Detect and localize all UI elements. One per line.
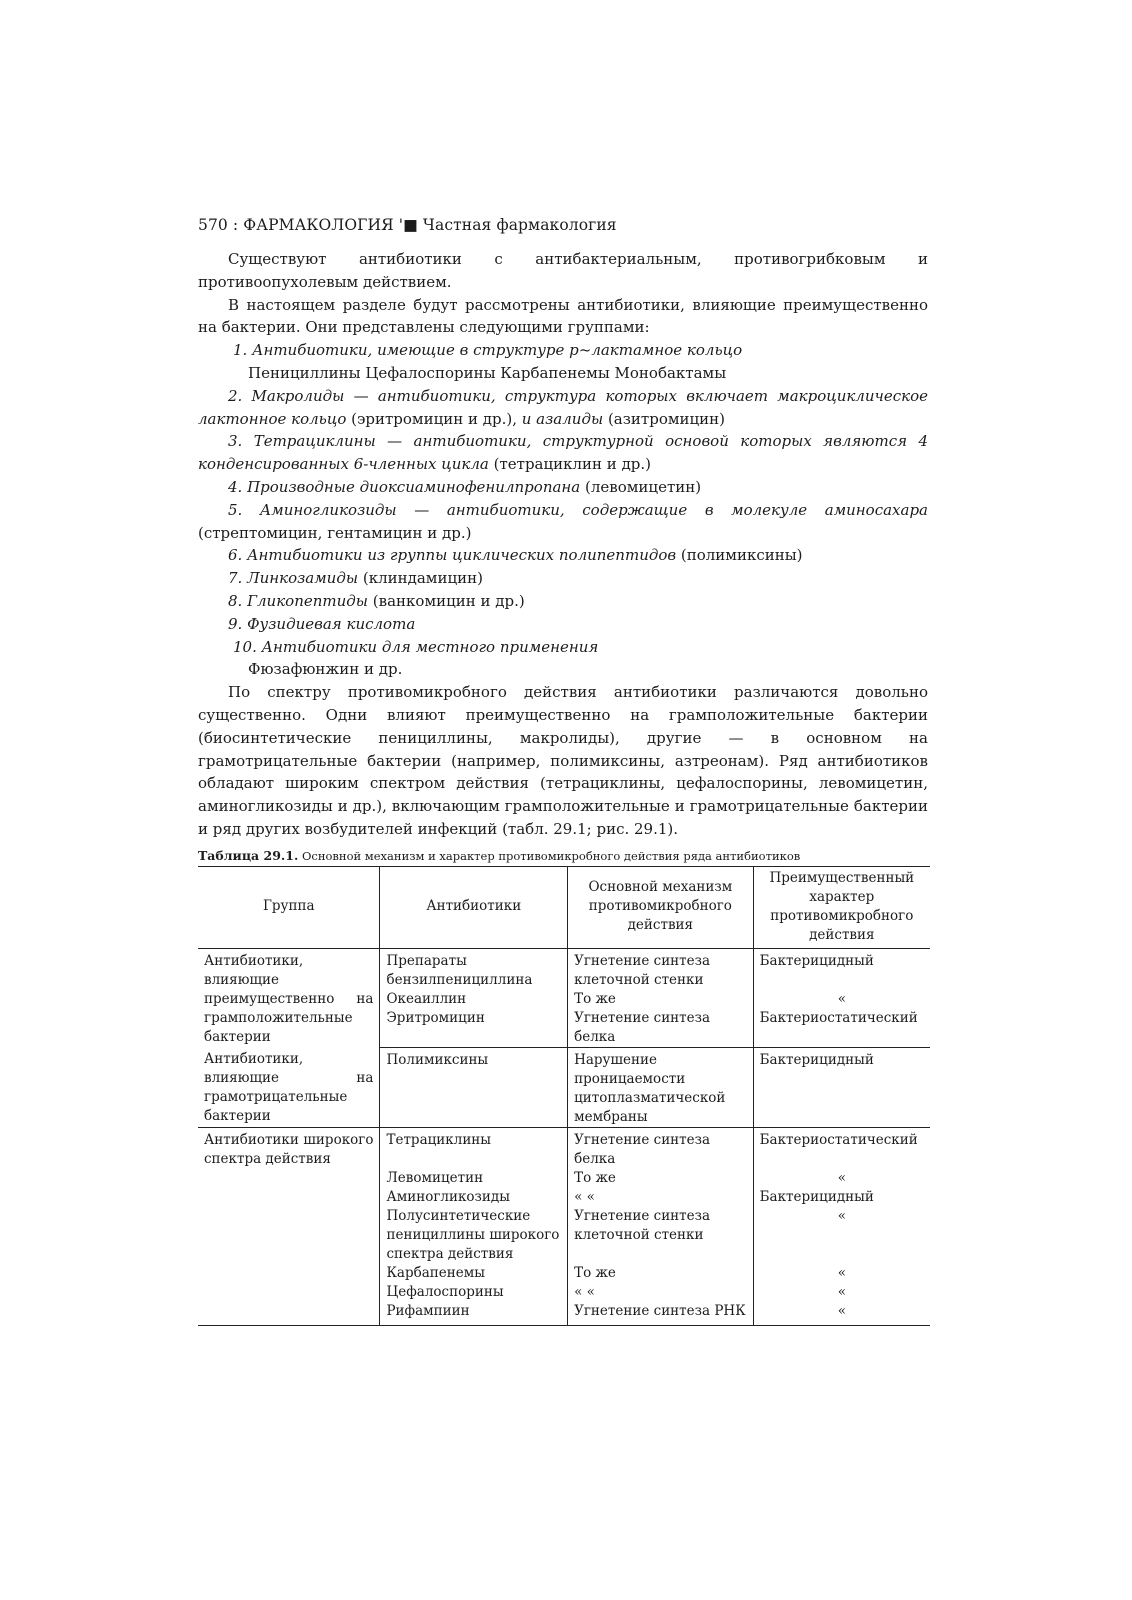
action-cell: « bbox=[753, 1169, 930, 1188]
header-action: Преимущественный характер противомикробного действия bbox=[753, 866, 930, 948]
group-item-6: 6. Антибиотики из группы циклических полипептидов (полимиксины) bbox=[228, 546, 803, 565]
action-cell: Бактериостатический bbox=[753, 1009, 930, 1048]
group-item-1-subtypes: Пенициллины Цефалоспорины Карбапенемы Монобактамы bbox=[248, 363, 727, 382]
drug-cell: Рифампиин bbox=[380, 1302, 568, 1326]
paragraph-spectrum: По спектру противомикробного действия антибиотики различаются довольно существенно. Одни влияют преимущественно на грамположительные бактерии (биосинтетические пенициллины, макролиды), другие — в основном на грамотрицательные бактерии (например, полимиксины, азтреонам). Ряд антибиотиков обладают широким спектром действия (тетрациклины, цефалоспорины, левомицетин, аминогликозиды и др.), включающим грамположительные и грамотрицательные бактерии и ряд других возбудителей инфекций (табл. 29.1; рис. 29.1). bbox=[198, 683, 928, 838]
drug-cell: Океаиллин bbox=[380, 990, 568, 1009]
paragraph-groups-intro: В настоящем разделе будут рассмотрены антибиотики, влияющие преимущественно на бактерии. Они представлены следующими группами: bbox=[198, 295, 928, 337]
group-item-10-example: Фюзафюнжин и др. bbox=[248, 660, 403, 679]
mechanism-cell: Угнетение синтеза РНК bbox=[568, 1302, 754, 1326]
table-row bbox=[198, 1047, 930, 1127]
table-caption-label: Таблица 29.1. bbox=[198, 847, 299, 863]
drug-cell: Левомицетин bbox=[380, 1169, 568, 1188]
group-item-8: 8. Гликопептиды (ванкомицин и др.) bbox=[228, 591, 525, 610]
page-header: 570 : ФАРМАКОЛОГИЯ '■ Частная фармакология bbox=[198, 216, 617, 234]
action-cell: « bbox=[753, 1264, 930, 1283]
group-cell: Антибиотики широкого спектра действия bbox=[198, 1127, 380, 1325]
mechanism-cell: То же bbox=[568, 1264, 754, 1283]
drug-cell: Полусинтетические пенициллины широкого спектра действия bbox=[380, 1207, 568, 1264]
mechanism-cell: Угнетение синтеза белка bbox=[568, 1009, 754, 1048]
table-caption-text: Основной механизм и характер противомикробного действия ряда антибиотиков bbox=[298, 848, 801, 863]
group-item-5: 5. Аминогликозиды — антибиотики, содержащие в молекуле аминосахара (стрептомицин, гентамицин и др.) bbox=[198, 500, 928, 542]
group-item-7: 7. Линкозамиды (клиндамицин) bbox=[228, 569, 483, 588]
mechanism-cell: Угнетение синтеза белка bbox=[568, 1127, 754, 1169]
drug-cell: Аминогликозиды bbox=[380, 1188, 568, 1207]
group-item-2: 2. Макролиды — антибиотики, структура которых включает макроциклическое лактонное кольцо (эритромицин и др.), и азалиды (азитромицин) bbox=[198, 386, 928, 428]
group-item-1: 1. Антибиотики, имеющие в структуре р~лактамное кольцо bbox=[233, 341, 743, 360]
table-row bbox=[198, 948, 930, 990]
header-mechanism: Основной механизм противомикробного действия bbox=[568, 866, 754, 948]
group-item-3: 3. Тетрациклины — антибиотики, структурной основой которых являются 4 конденсированных 6-членных цикла (тетрациклин и др.) bbox=[198, 432, 928, 474]
group-item-9: 9. Фузидиевая кислота bbox=[228, 614, 416, 633]
drug-cell: Эритромицин bbox=[380, 1009, 568, 1048]
drug-cell: Тетрациклины bbox=[380, 1127, 568, 1169]
drug-cell: Полимиксины bbox=[380, 1047, 568, 1127]
table-caption bbox=[198, 848, 928, 863]
drug-cell: Препараты бензилпенициллина bbox=[380, 948, 568, 990]
body-text bbox=[198, 248, 928, 841]
mechanism-cell: То же bbox=[568, 990, 754, 1009]
mechanism-cell: То же bbox=[568, 1169, 754, 1188]
action-cell: « bbox=[753, 1283, 930, 1302]
mechanism-cell: Угнетение синтеза клеточной стенки bbox=[568, 948, 754, 990]
action-cell: Бактерицидный bbox=[753, 1047, 930, 1127]
action-cell: Бактериостатический bbox=[753, 1127, 930, 1169]
header-group: Группа bbox=[198, 866, 380, 948]
group-item-10: 10. Антибиотики для местного применения bbox=[233, 637, 599, 656]
drug-cell: Карбапенемы bbox=[380, 1264, 568, 1283]
mechanism-cell: « « bbox=[568, 1188, 754, 1207]
mechanism-cell: Угнетение синтеза клеточной стенки bbox=[568, 1207, 754, 1264]
paragraph-intro: Существуют антибиотики с антибактериальным, противогрибковым и противоопухолевым действием. bbox=[198, 250, 928, 291]
header-antibiotics: Антибиотики bbox=[380, 866, 568, 948]
action-cell: « bbox=[753, 1207, 930, 1264]
action-cell: Бактерицидный bbox=[753, 1188, 930, 1207]
action-cell: « bbox=[753, 1302, 930, 1326]
group-cell: Антибиотики, влияющие на грамотрицательные бактерии bbox=[198, 1047, 380, 1127]
table-header-row bbox=[198, 866, 930, 948]
table-row bbox=[198, 1127, 930, 1169]
action-cell: Бактерицидный bbox=[753, 948, 930, 990]
document-page bbox=[198, 216, 928, 1326]
group-item-4: 4. Производные диоксиаминофенилпропана (левомицетин) bbox=[228, 477, 702, 496]
group-cell: Антибиотики, влияющие преимущественно на грамположительные бактерии bbox=[204, 952, 374, 1045]
mechanism-cell: « « bbox=[568, 1283, 754, 1302]
antibiotics-table bbox=[198, 866, 930, 1326]
drug-cell: Цефалоспорины bbox=[380, 1283, 568, 1302]
action-cell: « bbox=[753, 990, 930, 1009]
mechanism-cell: Нарушение проницаемости цитоплазматической мембраны bbox=[568, 1047, 754, 1127]
